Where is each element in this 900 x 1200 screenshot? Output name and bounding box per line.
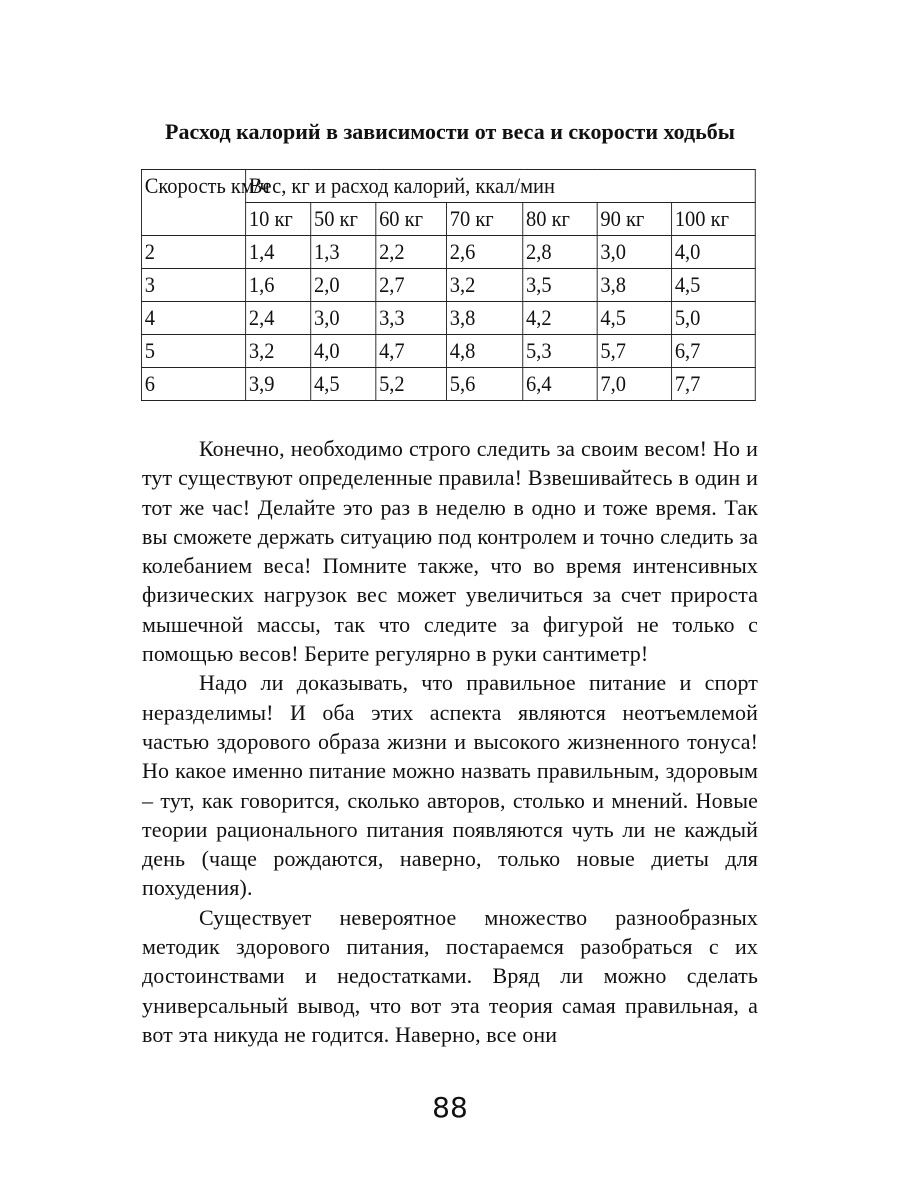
weight-cell: 10 кг xyxy=(246,203,311,236)
calorie-cell: 3,0 xyxy=(597,236,671,269)
calorie-cell: 6,7 xyxy=(672,335,756,368)
table-row xyxy=(141,269,755,302)
calorie-cell: 4,5 xyxy=(672,269,756,302)
calorie-cell: 4,5 xyxy=(311,368,376,401)
table-row xyxy=(141,302,755,335)
paragraph: Существует невероятное множество разнообразных методик здорового питания, постараемся разобраться с их достоинствами и недостатками. Вряд ли можно сделать универсальный вывод, что вот эта теория самая правильная, а вот эта никуда не годится. Наверно, все они xyxy=(142,904,758,1047)
calorie-cell: 7,0 xyxy=(597,368,671,401)
paragraph: Конечно, необходимо строго следить за своим весом! Но и тут существуют определенные правила! Взвешивайтесь в один и тот же час! Делайте это раз в неделю в одно и тоже время. Так вы сможете держать ситуацию под контролем и точно следить за колебанием веса! Помните также, что во время интенсивных физических нагрузок вес может увеличиться за счет прироста мышечной массы, так что следите за фигурой не только с помощью весов! Берите регулярно в руки сантиметр! xyxy=(142,436,758,667)
calorie-cell: 3,0 xyxy=(311,302,376,335)
calorie-cell: 2,4 xyxy=(246,302,311,335)
calorie-table xyxy=(141,169,756,401)
speed-header: Скорость км/ч xyxy=(141,170,245,236)
calorie-cell: 3,8 xyxy=(447,302,523,335)
speed-cell: 2 xyxy=(141,236,245,269)
page-number: 88 xyxy=(432,1091,468,1124)
table-row xyxy=(141,335,755,368)
calorie-cell: 1,3 xyxy=(311,236,376,269)
calorie-cell: 7,7 xyxy=(672,368,756,401)
body-text xyxy=(142,434,758,1049)
table-row xyxy=(141,368,755,401)
calorie-cell: 1,6 xyxy=(246,269,311,302)
calorie-cell: 4,7 xyxy=(376,335,447,368)
weight-cell: 80 кг xyxy=(523,203,597,236)
speed-cell: 3 xyxy=(141,269,245,302)
weight-cell: 70 кг xyxy=(447,203,523,236)
calorie-cell: 2,6 xyxy=(447,236,523,269)
calorie-cell: 3,8 xyxy=(597,269,671,302)
calorie-cell: 2,0 xyxy=(311,269,376,302)
calorie-cell: 5,3 xyxy=(523,335,597,368)
table-header-row xyxy=(141,170,755,203)
calorie-cell: 4,0 xyxy=(311,335,376,368)
weight-cell: 100 кг xyxy=(672,203,756,236)
table-caption: Расход калорий в зависимости от веса и скорости ходьбы xyxy=(165,119,735,144)
paragraph: Надо ли доказывать, что правильное питание и спорт неразделимы! И оба этих аспекта являются неотъемлемой частью здорового образа жизни и высокого жизненного тонуса! Но какое именно питание можно назвать правильным, здоровым – тут, как говорится, сколько авторов, столько и мнений. Новые теории рационального питания появляются чуть ли не каждый день (чаще рождаются, наверно, только новые диеты для похудения). xyxy=(142,670,758,901)
calorie-cell: 5,0 xyxy=(672,302,756,335)
calorie-cell: 5,6 xyxy=(447,368,523,401)
calorie-cell: 3,2 xyxy=(447,269,523,302)
calorie-cell: 4,2 xyxy=(523,302,597,335)
speed-cell: 6 xyxy=(141,368,245,401)
calorie-cell: 4,8 xyxy=(447,335,523,368)
calorie-cell: 3,2 xyxy=(246,335,311,368)
weight-header: Вес, кг и расход калорий, ккал/мин xyxy=(246,170,756,203)
calorie-cell: 3,5 xyxy=(523,269,597,302)
calorie-cell: 3,9 xyxy=(246,368,311,401)
speed-cell: 5 xyxy=(141,335,245,368)
weight-cell: 90 кг xyxy=(597,203,671,236)
calorie-cell: 5,7 xyxy=(597,335,671,368)
calorie-cell: 6,4 xyxy=(523,368,597,401)
calorie-cell: 3,3 xyxy=(376,302,447,335)
calorie-cell: 2,7 xyxy=(376,269,447,302)
speed-cell: 4 xyxy=(141,302,245,335)
weight-cell: 60 кг xyxy=(376,203,447,236)
table-row xyxy=(141,236,755,269)
calorie-cell: 2,8 xyxy=(523,236,597,269)
calorie-cell: 4,0 xyxy=(672,236,756,269)
calorie-cell: 5,2 xyxy=(376,368,447,401)
weight-cell: 50 кг xyxy=(311,203,376,236)
calorie-cell: 2,2 xyxy=(376,236,447,269)
calorie-cell: 1,4 xyxy=(246,236,311,269)
calorie-cell: 4,5 xyxy=(597,302,671,335)
